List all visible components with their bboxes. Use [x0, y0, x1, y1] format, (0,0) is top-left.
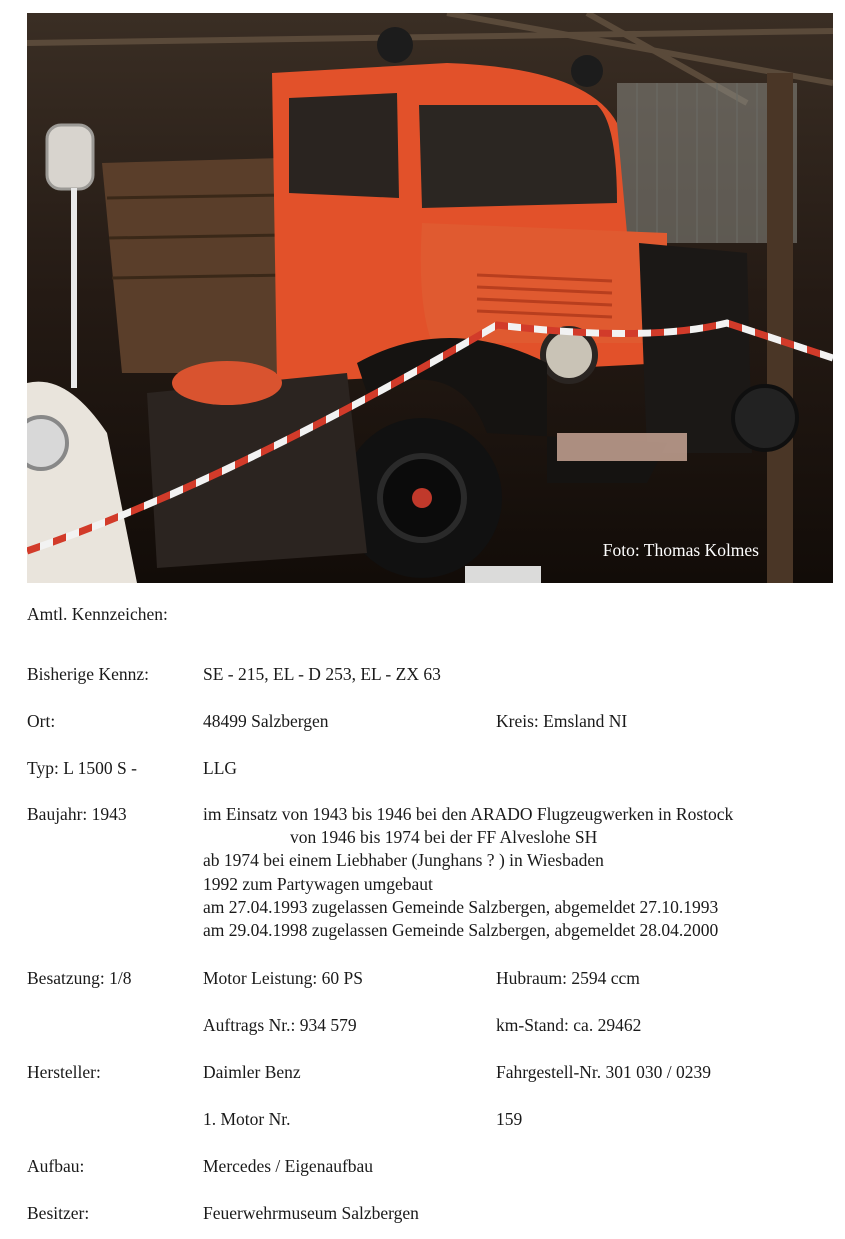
headlight — [543, 329, 595, 381]
hersteller-label: Hersteller: — [27, 1062, 101, 1082]
history-line: 1992 zum Partywagen umgebaut — [203, 873, 433, 894]
besitzer-value: Feuerwehrmuseum Salzbergen — [203, 1203, 419, 1223]
hersteller-value: Daimler Benz — [203, 1062, 301, 1082]
wooden-post — [767, 73, 793, 583]
engine-block — [147, 373, 367, 568]
besitzer-label: Besitzer: — [27, 1203, 90, 1223]
kennzeichen-label: Amtl. Kennzeichen: — [27, 604, 168, 624]
motor-nr-value: 159 — [496, 1109, 523, 1129]
besatzung-label: Besatzung: 1/8 — [27, 968, 132, 988]
auftrags-nr: Auftrags Nr.: 934 579 — [203, 1015, 357, 1035]
bisherige-label: Bisherige Kennz: — [27, 664, 149, 684]
baujahr-label: Baujahr: 1943 — [27, 804, 127, 824]
step-plate — [557, 433, 687, 461]
hubraum: Hubraum: 2594 ccm — [496, 968, 640, 988]
motor-leistung: Motor Leistung: 60 PS — [203, 968, 363, 988]
fahrgestell-nr: Fahrgestell-Nr. 301 030 / 0239 — [496, 1062, 712, 1082]
motor-nr-label: 1. Motor Nr. — [203, 1109, 291, 1129]
ort-label: Ort: — [27, 711, 56, 731]
aufbau-label: Aufbau: — [27, 1156, 85, 1176]
km-stand: km-Stand: ca. 29462 — [496, 1015, 642, 1035]
history-line: von 1946 bis 1974 bei der FF Alveslohe SH — [290, 827, 598, 848]
kreis-value: Kreis: Emsland NI — [496, 711, 628, 731]
photo-credit: Foto: Thomas Kolmes — [602, 540, 759, 560]
history-block — [203, 803, 733, 942]
aufbau-value: Mercedes / Eigenaufbau — [203, 1156, 374, 1176]
side-mirror — [47, 125, 93, 189]
ort-value: 48499 Salzbergen — [203, 711, 329, 731]
history-line: im Einsatz von 1943 bis 1946 bei den ARADO Flugzeugwerken in Rostock — [203, 804, 734, 824]
hood — [421, 223, 667, 343]
vehicle-photo — [27, 13, 833, 583]
bisherige-value: SE - 215, EL - D 253, EL - ZX 63 — [203, 664, 441, 684]
typ-value: LLG — [203, 758, 238, 778]
truck-bed — [102, 158, 289, 373]
fire-truck-illustration — [27, 13, 833, 583]
typ-label: Typ: L 1500 S - — [27, 758, 137, 778]
history-line: am 29.04.1998 zugelassen Gemeinde Salzbergen, abgemeldet 28.04.2000 — [203, 919, 719, 940]
side-window — [289, 93, 399, 198]
history-line: am 27.04.1993 zugelassen Gemeinde Salzbergen, abgemeldet 27.10.1993 — [203, 896, 719, 917]
windshield — [419, 105, 617, 208]
history-line: ab 1974 bei einem Liebhaber (Junghans ? ) in Wiesbaden — [203, 850, 604, 871]
